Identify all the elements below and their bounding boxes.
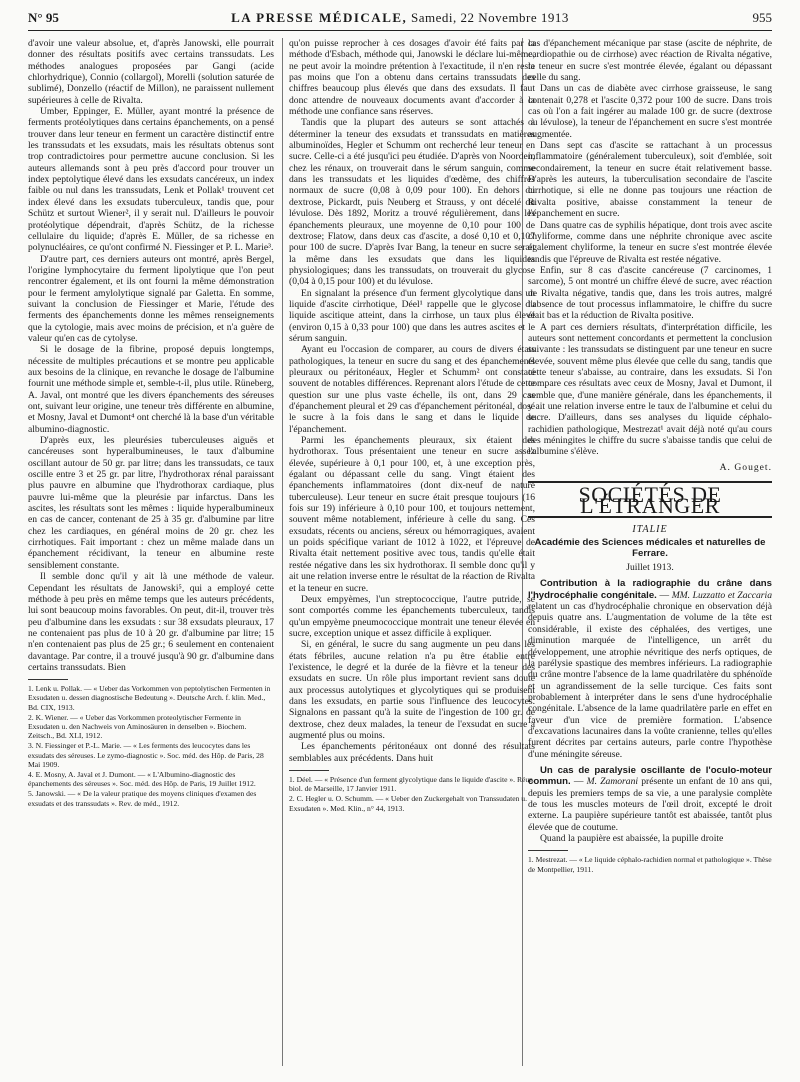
column-3 xyxy=(528,38,772,875)
paragraph: Deux empyèmes, l'un streptococcique, l'autre putride, se sont comportés comme les épanchements tuberculeux, tandis qu'un empyème pneumococcique montrait une teneur élevée en sucre, exception unique et assez difficile à expliquer. xyxy=(289,593,535,639)
footnote: 4. E. Mosny, A. Javal et J. Dumont. — « L'Albumino-diagnostic des épanchements des séreuses ». Soc. méd. des Hôp. de Paris, 19 Juillet 1912. xyxy=(28,770,256,789)
paragraph: Si, en général, le sucre du sang augmente un peu dans les états fébriles, aucune relation n'a pu être établie entre l'existence, le degré et la durée de la fièvre et la teneur des exsudats en sucre. Un rôle plus important revient sans doute aux processus autolytiques et glycolytiques qui se produisent dans les exsudats, en partie sous l'influence des leucocytes. Signalons en passant qu'à la suite de l'ingestion de 100 gr. de dextrose, chez deux malades, la teneur de l'exsudat en sucre a augmenté plus ou moins. xyxy=(289,639,535,741)
journal-name: LA PRESSE MÉDICALE, xyxy=(231,10,408,25)
footnote: 3. N. Fiessinger et P.-L. Marie. — « Les ferments des leucocytes dans les exsudats des séreuses. Le zymo-diagnostic ». Soc. méd. des Hôp. de Paris, 28 Mai 1909. xyxy=(28,741,264,769)
article-paragraph: Contribution à la radiographie du crâne dans l'hydrocéphalie congénitale. — MM. Luzzatto et Zaccaria relatent un cas d'hydrocéphalie chronique en observation déjà depuis quatre ans. L'augmentation de volume de la tête est considérable, il existe des céphalées, des vertiges, une diminution marquée de l'intelligence, un arrêt du développement, une atrophie névritique des nerfs optiques, de la parélysie spastique des membres inférieurs. La radiographie du crâne montre l'absence de la lame quadrilatère du sphénoïde et un agrandissement de la selle turcique. Ces faits sont probablement à interpréter dans le sens d'une hydrocéphalie congénitale. L'absence de la lame quadrilatère parle en effet en faveur d'un vice de première formation. L'absence d'excavations lacunaires dans la voûte cranienne, telles qu'elles furent décrites par certains auteurs, parle contre l'hypothèse d'une méningite séreuse. xyxy=(528,578,773,760)
article-title: Contribution à la radiographie du crâne dans l'hydrocéphalie congénitale. xyxy=(528,578,772,601)
paragraph: d'avoir une valeur absolue, et, d'après Janowski, elle pourrait donner des résultats positifs avec certains transsudats. Les méthodes analogues proposées par Gangi (acide chlorhydrique), Connio (collargol), Morelli (solution saturée de sublimé), Donzello (réactif de Millon), ne paraissent nullement supérieures à celle de Rivalta. xyxy=(28,38,274,106)
issue-number: N° 95 xyxy=(28,10,59,25)
footnote-rule xyxy=(28,679,68,680)
paragraph: Parmi les épanchements pleuraux, six étaient des hydrothorax. Tous présentaient une teneur en sucre assez élevée, supérieure à 0,1 pour 100, et, à une exception près, égalant ou dépassant celle du sang. Vingt étaient des épanchements inflammatoires (dont dix-neuf de nature tuberculeuse). Leur teneur en sucre était presque toujours (16 fois sur 19) inférieure à 0,10 pour 100, et toujours nettement, souvent même notablement, inférieure à celle du sang. Ces exsudats, récents ou anciens, séreux ou hémorragiques, avaient un poids spécifique variant de 1012 à 1022, et l'épreuve de Rivalta était nettement positive avec tous, tandis qu'elle était restée négative dans les six hydrothorax. Il semble donc qu'il y ait une relation inverse entre le résultat de la réaction de Rivalta et la teneur en sucre. xyxy=(289,435,535,594)
article-title: Un cas de paralysie oscillante de l'oculo-moteur commun. xyxy=(528,764,772,788)
article-body: relatent un cas d'hydrocéphalie chronique en observation déjà depuis quatre ans. L'augmentation de volume de la tête est considérable, il existe des céphalées, des vertiges, une diminution marquée de l'intelligence, un arrêt du développement, une atrophie névritique des nerfs optiques, de la parélysie spastique des membres inférieurs. La radiographie du crâne montre l'absence de la lame quadrilatère du sphénoïde et un agrandissement de la selle turcique. Ces faits sont probablement à interpréter dans le sens d'une hydrocéphalie congénitale. L'absence de la lame quadrilatère parle en effet en faveur d'un vice de première formation. L'absence d'excavations lacunaires dans la voûte cranienne, telles qu'elles furent décrites par certains auteurs, parle contre l'hypothèse d'une méningite séreuse. xyxy=(528,601,772,760)
footnote-rule xyxy=(289,770,329,771)
footnote: 1. Déel. — « Présence d'un ferment glycolytique dans le liquide d'ascite ». Réun. biol. de Marseille, 17 Janvier 1911. xyxy=(289,775,535,794)
footnote: 1. Lenk u. Pollak. — « Ueber das Vorkommen von peptolytischen Fermenten in Exsudaten u. dessen diagnostische Bedeutung ». Deutsche Arch. f. klin. Med., Bd. CIX, 1913. xyxy=(28,684,271,712)
page-header xyxy=(28,10,772,32)
paragraph: Enfin, sur 8 cas d'ascite cancéreuse (7 carcinomes, 1 sarcome), 5 ont montré un chiffre élevé de sucre, avec réaction de Rivalta négative, tandis que, dans les trois autres, malgré l'absence de tout processus inflammatoire, le chiffre du sucre était bas et la réduction de Rivalta positive. xyxy=(528,264,772,322)
paragraph: Dans un cas de diabète avec cirrhose graisseuse, le sang contenait 0,278 et l'ascite 0,372 pour 100 de sucre. Dans trois cas où l'on a fait ingérer au malade 100 gr. de sucre (dextrose ou lévulose), la teneur de l'épanchement en sucre s'est montrée augmentée. xyxy=(528,83,772,140)
article-authors: MM. Luzzatto et Zaccaria xyxy=(671,589,773,601)
paragraph: Ayant eu l'occasion de comparer, au cours de divers états pathologiques, la teneur en sucre du sang et des épanchements pleuraux ou péritonéaux, Hegler et Schumm² ont constaté souvent de notables différences. Reprenant alors l'étude de cette question sur une plus vaste échelle, ils ont, dans 29 cas d'épanchement pleural et 29 cas d'épanchement péritonéal, dosé le sucre à la fois dans le sang et dans le liquide de l'épanchement. xyxy=(289,344,535,435)
footnote: 2. K. Wiener. — « Ueber das Vorkommen proteolytischer Fermente in Exsudaten u. den Nachweis von Aminosäuren in denselben ». Biochem. Zeitsch., Bd. XLI, 1912. xyxy=(28,712,247,741)
footnote: 5. Janowski. — « De la valeur pratique des moyens cliniques d'examen des exsudats et des transsudats ». Rev. de méd., 1912. xyxy=(28,789,257,808)
column-1 xyxy=(28,38,274,886)
paragraph: cas d'épanchement mécanique par stase (ascite de néphrite, de cardiopathie ou de cirrhose) avec réaction de Rivalta négative, la teneur en sucre s'est montrée élevée, égalant ou dépassant celle du sang. xyxy=(528,38,772,84)
footnotes xyxy=(28,684,274,808)
column-2 xyxy=(289,38,535,814)
article-paragraph: Un cas de paralysie oscillante de l'oculo-moteur commun. — M. Zamorani présente un enfant de 10 ans qui, depuis les premiers temps de sa vie, a une paralysie complète de tous les muscles moteurs de l'œil droit, excepté le droit externe. La paupière supérieure tantôt est abaissée, tantôt plus élevée que de coutume. xyxy=(528,764,772,833)
header-rule xyxy=(28,30,772,31)
section-title: SOCIÉTÉS DE L'ÉTRANGER xyxy=(578,482,722,519)
paragraph: D'après eux, les pleurésies tuberculeuses aiguës et cancéreuses sont hyperalbumineuses, le taux d'albumine oscillant autour de 50 gr. par litre; dans les transsudats, ce taux oscille entre 3 et 25 gr. par litre, l'hydrothorax rénal paraissant plus pauvre en albumine que l'hydrothorax cardiaque, plus pauvre lui-même que la pleurésie par infarctus. Dans les ascites, les résultats sont les mêmes : liquide hyperalbumineux en cas de cancer, contenant de 25 à 35 gr. d'albumine par litre chez les cardiaques, en général moins de 20 gr. chez les cirrhotiques. Fait important : chez un même malade dans un épanchement récidivant, la teneur en albumine reste sensiblement constante. xyxy=(28,435,274,571)
article-authors: M. Zamorani xyxy=(586,776,639,788)
page-number: 955 xyxy=(752,10,772,25)
paragraph: D'autre part, ces derniers auteurs ont montré, après Bergel, l'origine lymphocytaire du ferment lipolytique que l'on peut rencontrer également, et ils ont fourni la même démonstration pour le ferment amylolytique signalé par Galetta. En somme, suivant la conclusion de Fiessinger et Marie, l'étude des ferments des épanchements donne les mêmes renseignements que la cytologie, mais avec moins de précision, et n'a guère de valeur qu'en cas de cytolyse. xyxy=(28,253,274,344)
paragraph: Umber, Eppinger, E. Müller, ayant montré la présence de ferments protéolytiques dans certains épanchements, on a pensé trouver dans leur teneur en ferment un caractère distinctif entre les transsudats et les exsudats, mais les résultats obtenus sont trop contradictoires pour permettre aucune conclusion. Si les auteurs allemands sont à peu près d'accord pour trouver un index peptolytique élevé dans les exsudats cancéreux, un index faible ou nul dans les transsudats, Lenk et Pollak¹ trouvent cet index élevé dans les exsudats tuberculeux, tandis que, pour Schütz et surtout Wiener², il y serait nul. D'ailleurs le pouvoir protéolytique dépendrait, d'après Schütz, de la richesse cellulaire du liquide; d'après E. Müller, de sa richesse en polynucléaires, ce qu'ont confirmé N. Fiessinger et P. L. Marie³. xyxy=(28,106,274,254)
country-heading: ITALIE xyxy=(632,523,668,535)
paragraph: Dans quatre cas de syphilis hépatique, dont trois avec ascite chyliforme, comme dans une néphrite chronique avec ascite également chyliforme, la teneur en sucre s'est montrée élevée tandis que l'épreuve de Rivalta est restée négative. xyxy=(528,219,772,265)
column-separator xyxy=(282,38,283,1066)
paragraph: Dans sept cas d'ascite se rattachant à un processus inflammatoire (généralement tuberculeux), soit d'emblée, soit secondairement, la teneur en sucre était relativement basse. D'après les auteurs, la tuberculisation secondaire de l'ascite cirrhotique, si elle ne donne pas toujours une réaction de Rivalta positive, abaisse constamment la teneur de l'épanchement en sucre. xyxy=(528,140,772,220)
article-body: présente un enfant de 10 ans qui, depuis les premiers temps de sa vie, a une paralysie complète de tous les muscles moteurs de l'œil droit, excepté le droit externe. La paupière supérieure tantôt est abaissée, tantôt plus élevée que de coutume. xyxy=(528,776,772,833)
journal-title xyxy=(28,10,772,26)
paragraph: Il semble donc qu'il y ait là une méthode de valeur. Cependant les résultats de Janowski⁵, qui a employé cette méthode à peu près en même temps que les auteurs précédents, lui sont beaucoup moins favorables. On peut, dit-il, trouver très peu d'albumine dans les exsudats : sur 38 exsudats pleuraux, 17 ne contenaient pas plus de 10 à 20 gr. d'albumine par litre; 15 n'en contenaient pas plus de 25 gr.; 6 seulement en contenaient davantage. Par contre, il a trouvé jusqu'à 90 gr. d'albumine dans certains transsudats. Bien xyxy=(28,571,274,673)
session-date: Juillet 1913. xyxy=(626,562,674,574)
paragraph: Les épanchements péritonéaux ont donné des résultats semblables aux précédents. Dans huit xyxy=(289,741,535,764)
author-signature: A. Gouget. xyxy=(719,461,772,473)
footnote-rule xyxy=(528,850,568,851)
paragraph: Si le dosage de la fibrine, proposé depuis longtemps, nécessite de multiples précautions et se montre peu applicable aux besoins de la clinique, en revanche le dosage de l'albumine fournit une méthode simple et, semble-t-il, plus utile. Rüneberg, A. Javal, ont montré que les divers épanchements des séreuses ont, suivant leur origine, une teneur très différente en albumine, et Mosny, Javal et Dumont⁴ ont cherché là la base d'un véritable albumino-diagnostic. xyxy=(28,344,275,435)
paragraph: A part ces derniers résultats, d'interprétation difficile, les auteurs sont nettement concordants et permettent la conclusion suivante : les transsudats se distinguent par une teneur en sucre élevée, souvent même plus élevée que celle du sang, tandis que cette teneur s'abaisse, au contraire, dans les exsudats. Si l'on compare ces résultats avec ceux de Mosny, Javal et Dumont, il semble que, d'une manière générale, dans les épanchements, il y ait une relation inverse entre le taux de l'albumine et celui du sucre. D'ailleurs, dans ses analyses du liquide céphalo-rachidien pathologique, Mestrezat¹ avait déjà noté qu'au cours des méningites le chiffre du sucre s'abaisse tandis que celui de l'albumine s'élève. xyxy=(528,321,772,458)
paragraph: Quand la paupière est abaissée, la pupille droite xyxy=(540,833,724,844)
academy-heading: Académie des Sciences médicales et naturelles de Ferrare. xyxy=(534,537,766,560)
footnotes xyxy=(289,775,535,813)
footnote: 1. Mestrezat. — « Le liquide céphalo-rachidien normal et pathologique ». Thèse de Montpellier, 1911. xyxy=(528,855,772,874)
footnotes xyxy=(528,855,772,873)
footnote: 2. C. Hegler u. O. Schumm. — « Ueber den Zuckergehalt von Transsudaten u. Exsudaten ». Med. Klin., n° 44, 1913. xyxy=(289,794,527,813)
paragraph: En signalant la présence d'un ferment glycolytique dans un liquide d'ascite cirrhotique, Déel¹ rappelle que le glycose du liquide ascitique atteint, dans la cirrhose, un taux plus élevé (environ 0,15 à 0,33 pour 100) que dans les autres ascites et le sérum sanguin. xyxy=(289,287,535,344)
paragraph: Tandis que la plupart des auteurs se sont attachés à déterminer la teneur des exsudats et transsudats en matières albuminoïdes, Hegler et Schumm ont recherché leur teneur en sucre. Celle-ci a été jusqu'ici peu étudiée. D'après von Noorden, chez les rénaux, on trouverait dans le sérum sanguin, comme dans les transsudats et les liquides d'œdème, des chiffres normaux de sucre (0,08 à 0,09 pour 100). En dehors du dextrose, Pickardt, puis Neuberg et Strauss, y ont décelé du lévulose. Dès 1892, Moritz a trouvé régulièrement, dans les épanchements pleuraux, une moyenne de 0,10 pour 100 de dextrose; Flatow, dans deux cas d'ascite, a dosé 0,10 et 0,107 pour 100 de sucre. D'après Ivar Bang, la teneur en sucre serait la même dans les exsudats que dans les liquides physiologiques; dans les transsudats, on trouverait du glycose (0,04 à 0,15 pour 100) et du lévulose. xyxy=(289,117,535,288)
issue-date: Samedi, 22 Novembre 1913 xyxy=(411,10,569,25)
paragraph: qu'on puisse reprocher à ces dosages d'avoir été faits par la méthode d'Esbach, méthode qui, Janowski le déclare lui-même, ne peut avoir la moindre prétention à l'exactitude, il n'en reste pas moins que l'on a obtenu dans certains transsudats des chiffres beaucoup plus élevés que dans des exsudats. Il faut donc attendre de nouveaux documents avant d'accorder à la méthode une confiance sans réserves. xyxy=(289,38,535,118)
